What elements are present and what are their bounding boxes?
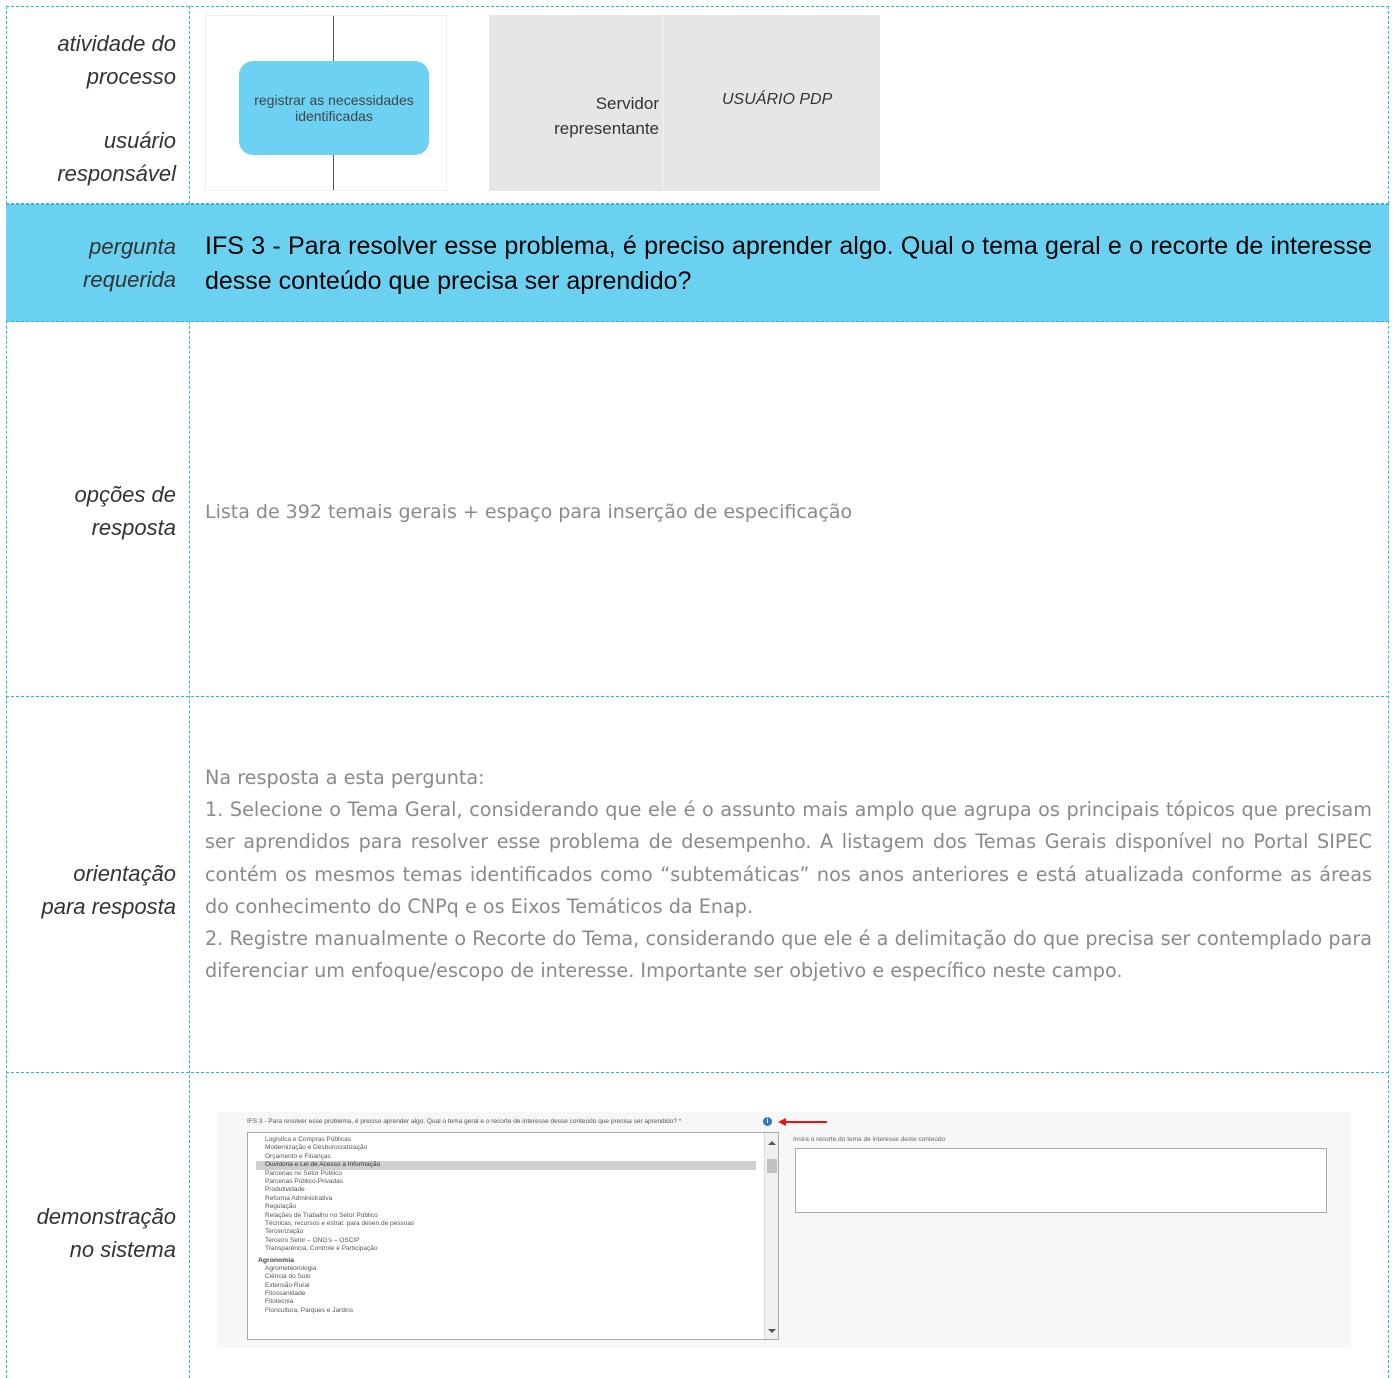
list-group-label: Agronomia xyxy=(258,1256,294,1264)
guidance-intro: Na resposta a esta pergunta: xyxy=(205,766,485,789)
list-item[interactable]: Relações de Trabalho no Setor Público xyxy=(265,1211,378,1219)
role-image-gap xyxy=(477,15,489,191)
label-guidance-line2: para resposta xyxy=(41,894,176,919)
question-text: IFS 3 - Para resolver esse problema, é preciso aprender algo. Qual o tema geral e o recorte de interesse desse conteúdo que precisa ser aprendido? xyxy=(205,232,1372,295)
flow-activity-box: registrar as necessidades identificadas xyxy=(239,61,429,155)
label-guidance-line1: orientação xyxy=(73,861,176,886)
demo-question-label: IFS 3 - Para resolver esse problema, é preciso aprender algo. Qual o tema geral e o recorte de interesse desse conteúdo que precisa ser aprendido? * xyxy=(247,1118,682,1125)
recorte-label: Insira o recorte do tema de interesse deste conteúdo xyxy=(793,1136,946,1143)
flow-connector-bottom xyxy=(333,155,334,190)
list-item[interactable]: Regulação xyxy=(265,1203,297,1211)
listbox-items xyxy=(248,1133,778,1315)
label-activity xyxy=(0,27,176,93)
list-item[interactable]: Transparência, Controle e Participação xyxy=(265,1245,378,1253)
list-item[interactable]: Terceirização xyxy=(265,1228,304,1236)
label-activity-line2: processo xyxy=(86,64,176,89)
list-item[interactable]: Fitossanidade xyxy=(265,1289,306,1297)
list-item[interactable]: Agrometeorologia xyxy=(265,1264,317,1272)
list-item[interactable]: Reforma Administrativa xyxy=(265,1194,333,1202)
label-options-line2: resposta xyxy=(91,515,176,540)
list-item[interactable]: Fitotecnia xyxy=(265,1298,294,1306)
role-left xyxy=(554,91,659,141)
red-arrow-icon xyxy=(783,1121,827,1123)
list-item[interactable]: Extensão Rural xyxy=(265,1281,310,1289)
role-right: USUÁRIO PDP xyxy=(722,91,833,108)
guidance-text xyxy=(205,762,1372,987)
tema-geral-listbox[interactable] xyxy=(247,1132,779,1340)
list-item[interactable]: Parcerias no Setor Público xyxy=(265,1169,342,1177)
label-options-line1: opções de xyxy=(74,482,176,507)
recorte-textarea[interactable] xyxy=(795,1148,1327,1213)
label-question-line1: pergunta xyxy=(89,234,176,259)
guidance-step-2: 2. Registre manualmente o Recorte do Tema, considerando que ele é a delimitação do que precisa ser contemplado para diferenciar um enfoque/escopo de interesse. Importante ser objetivo e específico neste campo. xyxy=(205,927,1372,983)
label-question xyxy=(0,230,176,296)
label-user xyxy=(0,124,176,190)
label-user-line1: usuário xyxy=(103,128,176,153)
info-icon[interactable]: i xyxy=(763,1117,772,1126)
label-demo-line2: no sistema xyxy=(69,1237,176,1262)
list-item[interactable]: Modernização e Desburocratização xyxy=(265,1144,368,1152)
list-item[interactable]: Ciência do Solo xyxy=(265,1273,311,1281)
options-text: Lista de 392 temais gerais + espaço para inserção de especificação xyxy=(205,501,853,523)
role-image-divider xyxy=(662,15,664,191)
role-left-line2: representante xyxy=(554,119,659,138)
label-demo-line1: demonstração xyxy=(36,1204,176,1229)
role-image xyxy=(477,15,880,191)
list-item[interactable]: Terceiro Setor – ONG's – OSCIP xyxy=(265,1236,360,1244)
label-demo xyxy=(0,1200,176,1266)
role-left-line1: Servidor xyxy=(595,94,659,113)
list-item[interactable]: Produtividade xyxy=(265,1186,305,1194)
list-item[interactable]: Floricultura, Parques e Jardins xyxy=(265,1306,354,1314)
scroll-thumb[interactable] xyxy=(767,1159,777,1173)
scroll-up-icon[interactable] xyxy=(768,1141,776,1145)
list-item[interactable]: Ouvidoria e Lei de Acesso à Informação xyxy=(256,1161,756,1169)
scroll-down-icon[interactable] xyxy=(768,1329,776,1333)
guidance-step-1: 1. Selecione o Tema Geral, considerando que ele é o assunto mais amplo que agrupa os principais tópicos que precisam ser aprendidos para resolver esse problema de desempenho. A listagem dos Temas Gerais disponível no Portal SIPEC contém os mesmos temas identificados como “subtemáticas” nos anos anteriores e está atualizada conforme as áreas do conhecimento do CNPq e os Eixos Temáticos da Enap. xyxy=(205,798,1372,918)
label-guidance xyxy=(0,857,176,923)
list-item[interactable]: Logística e Compras Públicas xyxy=(265,1136,351,1143)
label-activity-line1: atividade do xyxy=(57,31,176,56)
list-item[interactable]: Parcerias Público-Privadas xyxy=(265,1178,344,1186)
label-options xyxy=(0,478,176,544)
label-question-line2: requerida xyxy=(83,267,176,292)
listbox-scrollbar[interactable] xyxy=(764,1133,778,1339)
label-user-line2: responsável xyxy=(57,161,176,186)
list-item[interactable]: Técnicas, recursos e estrat. para desen.de pessoas xyxy=(265,1220,415,1228)
list-item[interactable]: Orçamento e Finanças xyxy=(265,1152,331,1160)
flow-connector-top xyxy=(333,16,334,61)
system-screenshot xyxy=(217,1112,1351,1348)
